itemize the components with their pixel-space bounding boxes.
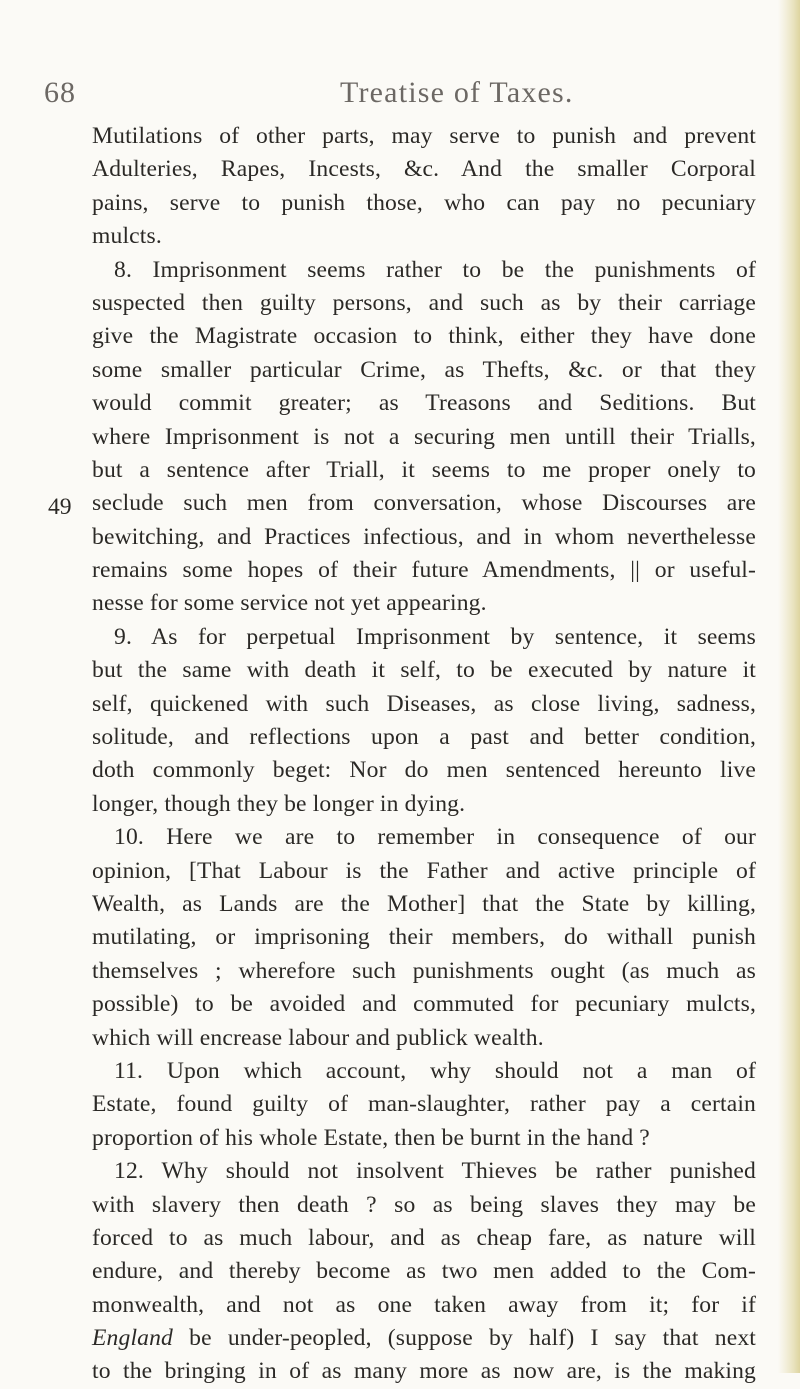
text-line: pains, serve to punish those, who can pay no pecuniary — [92, 189, 756, 216]
text-line: nesse for some service not yet appearing. — [92, 590, 487, 617]
text-line: self, quickened with such Diseases, as close living, sadness, — [92, 690, 756, 717]
text-line: to the bringing in of as many more as now are, is the making — [92, 1358, 756, 1385]
text-line: mutilating, or imprisoning their members, do withall punish — [92, 924, 756, 951]
text-line: possible) to be avoided and commuted for pecuniary mulcts, — [92, 991, 756, 1018]
text-line: but a sentence after Triall, it seems to me proper onely to — [92, 456, 756, 483]
text-line: bewitching, and Practices infectious, and in whom neverthelesse — [92, 523, 756, 550]
page-edge-shading — [778, 0, 800, 1373]
text-line: would commit greater; as Treasons and Seditions. But — [92, 390, 756, 417]
text-line: Adulteries, Rapes, Incests, &c. And the smaller Corporal — [92, 156, 756, 183]
text-line: opinion, [That Labour is the Father and active principle of — [92, 857, 756, 884]
text-line: endure, and thereby become as two men added to the Com- — [92, 1258, 756, 1285]
text-line: which will encrease labour and publick wealth. — [92, 1024, 544, 1051]
running-head: Treatise of Taxes. — [340, 76, 574, 109]
text-line: Wealth, as Lands are the Mother] that the State by killing, — [92, 890, 756, 917]
text-line: mulcts. — [92, 223, 162, 250]
paragraph-11-start: 11. Upon which account, why should not a man of — [114, 1057, 756, 1084]
text-line: suspected then guilty persons, and such as by their carriage — [92, 289, 756, 316]
body-text — [92, 120, 756, 1389]
text-line-rest: be under-peopled, (suppose by half) I say that next — [189, 1325, 756, 1352]
margin-page-reference: 49 — [48, 494, 72, 520]
text-line: proportion of his whole Estate, then be burnt in the hand ? — [92, 1124, 650, 1151]
paragraph-9-start: 9. As for perpetual Imprisonment by sentence, it seems — [114, 623, 756, 650]
text-line: seclude such men from conversation, whose Discourses are — [92, 490, 756, 517]
paragraph-12-start: 12. Why should not insolvent Thieves be rather punished — [114, 1158, 756, 1185]
text-line: themselves ; wherefore such punishments ought (as much as — [92, 957, 756, 984]
text-line: doth commonly beget: Nor do men sentenced hereunto live — [92, 757, 756, 784]
text-line: longer, though they be longer in dying. — [92, 790, 466, 817]
text-line: forced to as much labour, and as cheap fare, as nature will — [92, 1224, 756, 1251]
text-line: Mutilations of other parts, may serve to punish and prevent — [92, 123, 756, 149]
text-line: Estate, found guilty of man-slaughter, rather pay a certain — [92, 1091, 756, 1118]
paragraph-10-start: 10. Here we are to remember in consequence of our — [114, 824, 756, 851]
text-line: with slavery then death ? so as being slaves they may be — [92, 1191, 756, 1218]
italic-place-name: England — [92, 1325, 174, 1352]
text-line: but the same with death it self, to be executed by nature it — [92, 657, 756, 684]
text-line: give the Magistrate occasion to think, either they have done — [92, 323, 756, 350]
text-line: monwealth, and not as one taken away from it; for if — [92, 1291, 756, 1318]
text-line: solitude, and reflections upon a past and better condition, — [92, 724, 756, 751]
text-line: remains some hopes of their future Amendments, || or useful- — [92, 557, 756, 584]
text-line-with-italic — [92, 1322, 756, 1355]
page-number: 68 — [44, 76, 76, 109]
text-line: some smaller particular Crime, as Thefts, &c. or that they — [92, 356, 756, 383]
paragraph-8-start: 8. Imprisonment seems rather to be the punishments of — [114, 256, 756, 283]
text-line: where Imprisonment is not a securing men untill their Trialls, — [92, 423, 756, 450]
